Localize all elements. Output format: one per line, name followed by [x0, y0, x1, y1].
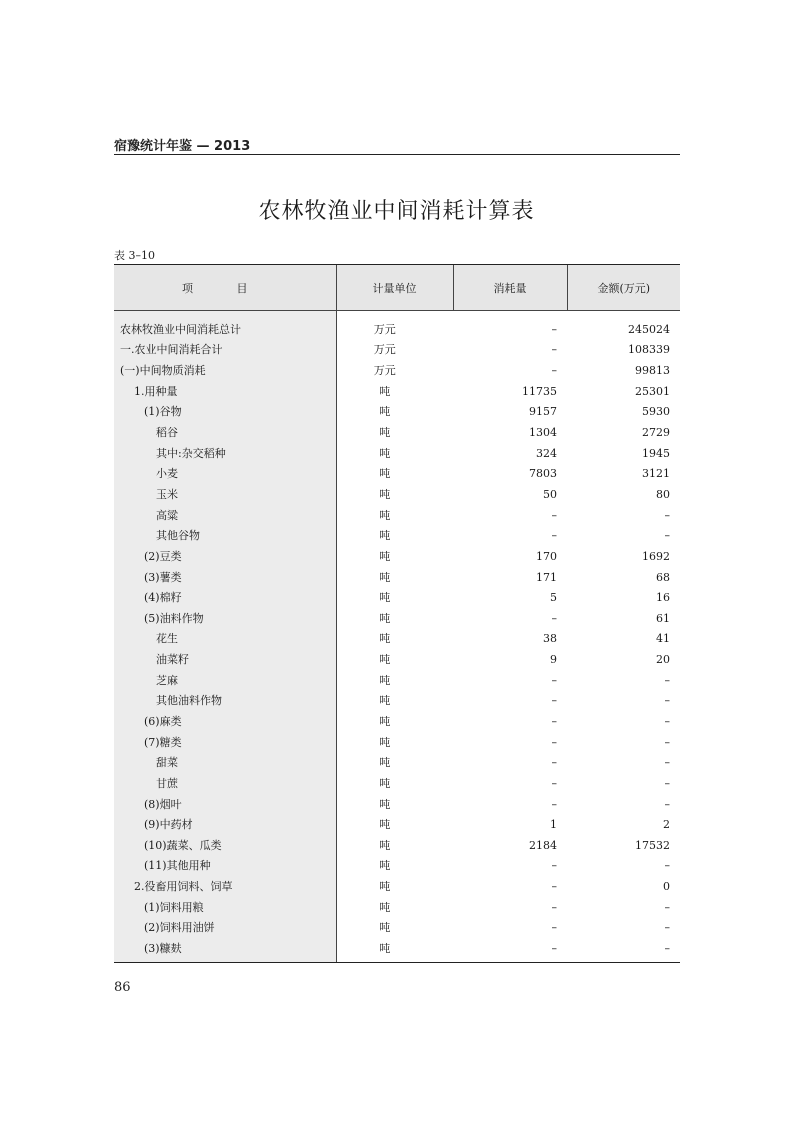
row-item-label: (3)糠麸 — [114, 938, 336, 962]
table-row — [114, 525, 680, 546]
row-quantity: – — [551, 714, 557, 728]
column-header-item: 项 目 — [114, 265, 336, 311]
table-row — [114, 463, 680, 484]
row-quantity: 2184 — [529, 838, 557, 852]
column-header-unit: 计量单位 — [336, 265, 453, 311]
row-unit: 吨 — [379, 714, 391, 728]
row-item-label: (6)麻类 — [114, 711, 336, 732]
table-row — [114, 711, 680, 732]
row-amount: – — [664, 714, 670, 728]
row-item-label: (一)中间物质消耗 — [114, 360, 336, 381]
row-unit: 万元 — [373, 322, 396, 336]
row-quantity: – — [551, 508, 557, 522]
table-row — [114, 505, 680, 526]
row-amount: 5930 — [642, 405, 670, 419]
row-item-label: (9)中药材 — [114, 814, 336, 835]
row-quantity: 11735 — [522, 384, 557, 398]
row-amount: 1945 — [642, 446, 670, 460]
table-row — [114, 587, 680, 608]
row-amount: 245024 — [628, 322, 670, 336]
row-item-label: 玉米 — [114, 484, 336, 505]
row-quantity: – — [551, 364, 557, 378]
row-amount: – — [664, 921, 670, 935]
row-amount: 1692 — [642, 549, 670, 563]
row-amount: 41 — [656, 632, 670, 646]
row-item-label: 甜菜 — [114, 752, 336, 773]
table-body — [114, 311, 680, 963]
row-unit: 万元 — [373, 343, 396, 357]
row-amount: 3121 — [642, 467, 670, 481]
row-unit: 吨 — [379, 611, 391, 625]
row-amount: 17532 — [635, 838, 670, 852]
row-quantity: – — [551, 797, 557, 811]
row-quantity: 324 — [536, 446, 557, 460]
row-item-label: 芝麻 — [114, 670, 336, 691]
row-amount: – — [664, 776, 670, 790]
row-amount: 2729 — [642, 426, 670, 440]
table-row — [114, 567, 680, 588]
row-quantity: – — [551, 673, 557, 687]
table-row — [114, 773, 680, 794]
row-item-label: 小麦 — [114, 463, 336, 484]
table-row — [114, 484, 680, 505]
row-quantity: 50 — [543, 487, 557, 501]
row-item-label: (5)油料作物 — [114, 608, 336, 629]
row-unit: 吨 — [379, 426, 391, 440]
page-number: 86 — [114, 980, 131, 995]
row-item-label: (3)薯类 — [114, 567, 336, 588]
row-unit: 吨 — [379, 921, 391, 935]
running-head: 宿豫统计年鉴 — 2013 — [114, 139, 251, 154]
row-unit: 吨 — [379, 570, 391, 584]
table-row — [114, 897, 680, 918]
row-quantity: 1304 — [529, 426, 557, 440]
row-quantity: 9157 — [529, 405, 557, 419]
row-unit: 吨 — [336, 938, 453, 962]
row-unit: 万元 — [373, 364, 396, 378]
row-unit: 吨 — [379, 797, 391, 811]
row-quantity: 1 — [550, 818, 557, 832]
row-item-label: (1)饲料用粮 — [114, 897, 336, 918]
table-row — [114, 608, 680, 629]
row-item-label: 甘蔗 — [114, 773, 336, 794]
row-quantity: 170 — [536, 549, 557, 563]
header-rule — [114, 154, 680, 155]
row-item-label: (2)豆类 — [114, 546, 336, 567]
row-amount: – — [664, 694, 670, 708]
table-row — [114, 381, 680, 402]
row-amount: 61 — [656, 611, 670, 625]
row-unit: 吨 — [379, 467, 391, 481]
row-amount: 108339 — [628, 343, 670, 357]
table-row — [114, 340, 680, 361]
row-item-label: 农林牧渔业中间消耗总计 — [114, 311, 336, 340]
row-item-label: 油菜籽 — [114, 649, 336, 670]
table-row — [114, 422, 680, 443]
row-amount: 99813 — [635, 364, 670, 378]
row-unit: 吨 — [379, 487, 391, 501]
row-unit: 吨 — [379, 653, 391, 667]
row-unit: 吨 — [379, 529, 391, 543]
row-item-label: (7)糖类 — [114, 732, 336, 753]
table-row — [114, 752, 680, 773]
row-unit: 吨 — [379, 776, 391, 790]
row-amount: – — [664, 900, 670, 914]
row-unit: 吨 — [379, 838, 391, 852]
table-number: 表 3–10 — [114, 249, 155, 262]
row-unit: 吨 — [379, 673, 391, 687]
row-quantity: – — [551, 343, 557, 357]
table-row — [114, 794, 680, 815]
row-unit: 吨 — [379, 756, 391, 770]
row-quantity: 9 — [550, 653, 557, 667]
table-row — [114, 629, 680, 650]
row-unit: 吨 — [379, 818, 391, 832]
row-item-label: (8)烟叶 — [114, 794, 336, 815]
row-amount: – — [567, 938, 680, 962]
table-row — [114, 856, 680, 877]
row-amount: 2 — [663, 818, 670, 832]
consumption-table — [114, 264, 680, 963]
row-unit: 吨 — [379, 591, 391, 605]
table-row — [114, 691, 680, 712]
table-header-row — [114, 265, 680, 311]
row-item-label: 一.农业中间消耗合计 — [114, 340, 336, 361]
row-quantity: 7803 — [529, 467, 557, 481]
row-quantity: – — [551, 694, 557, 708]
row-unit: 吨 — [379, 508, 391, 522]
row-amount: – — [664, 859, 670, 873]
row-amount: – — [664, 673, 670, 687]
row-amount: 20 — [656, 653, 670, 667]
table-row — [114, 311, 680, 340]
row-amount: – — [664, 529, 670, 543]
row-amount: 16 — [656, 591, 670, 605]
row-quantity: – — [551, 776, 557, 790]
row-item-label: 其他谷物 — [114, 525, 336, 546]
row-item-label: 高粱 — [114, 505, 336, 526]
table-row — [114, 670, 680, 691]
page-title: 农林牧渔业中间消耗计算表 — [258, 199, 535, 224]
row-item-label: (4)棉籽 — [114, 587, 336, 608]
row-amount: 0 — [663, 880, 670, 894]
row-item-label: 其中:杂交稻种 — [114, 443, 336, 464]
row-quantity: – — [551, 529, 557, 543]
row-item-label: 2.役畜用饲料、饲草 — [114, 876, 336, 897]
row-item-label: (11)其他用种 — [114, 856, 336, 877]
table-row — [114, 443, 680, 464]
row-unit: 吨 — [379, 859, 391, 873]
row-unit: 吨 — [379, 446, 391, 460]
row-item-label: 花生 — [114, 629, 336, 650]
table-row — [114, 938, 680, 962]
row-unit: 吨 — [379, 735, 391, 749]
row-quantity: – — [551, 880, 557, 894]
row-item-label: (10)蔬菜、瓜类 — [114, 835, 336, 856]
row-amount: – — [664, 735, 670, 749]
row-item-label: 1.用种量 — [114, 381, 336, 402]
row-unit: 吨 — [379, 549, 391, 563]
table-row — [114, 360, 680, 381]
row-unit: 吨 — [379, 694, 391, 708]
table-row — [114, 649, 680, 670]
row-item-label: 其他油料作物 — [114, 691, 336, 712]
table-row — [114, 814, 680, 835]
row-unit: 吨 — [379, 384, 391, 398]
row-quantity: – — [551, 921, 557, 935]
table-row — [114, 918, 680, 939]
row-amount: – — [664, 797, 670, 811]
column-header-amount: 金额(万元) — [567, 265, 680, 311]
row-quantity: – — [551, 322, 557, 336]
table-row — [114, 835, 680, 856]
row-quantity: 38 — [543, 632, 557, 646]
table-row — [114, 876, 680, 897]
row-item-label: (2)饲料用油饼 — [114, 918, 336, 939]
row-quantity: – — [551, 859, 557, 873]
row-amount: – — [664, 756, 670, 770]
row-unit: 吨 — [379, 880, 391, 894]
table-row — [114, 546, 680, 567]
row-quantity: – — [551, 735, 557, 749]
table-row — [114, 402, 680, 423]
row-amount: 25301 — [635, 384, 670, 398]
row-quantity: – — [551, 756, 557, 770]
row-item-label: (1)谷物 — [114, 402, 336, 423]
row-amount: – — [664, 508, 670, 522]
row-amount: 68 — [656, 570, 670, 584]
table-row — [114, 732, 680, 753]
row-amount: 80 — [656, 487, 670, 501]
row-unit: 吨 — [379, 405, 391, 419]
row-quantity: – — [551, 900, 557, 914]
row-quantity: 5 — [550, 591, 557, 605]
row-item-label: 稻谷 — [114, 422, 336, 443]
row-unit: 吨 — [379, 900, 391, 914]
row-quantity: – — [453, 938, 567, 962]
row-unit: 吨 — [379, 632, 391, 646]
row-quantity: 171 — [536, 570, 557, 584]
column-header-quantity: 消耗量 — [453, 265, 567, 311]
row-quantity: – — [551, 611, 557, 625]
